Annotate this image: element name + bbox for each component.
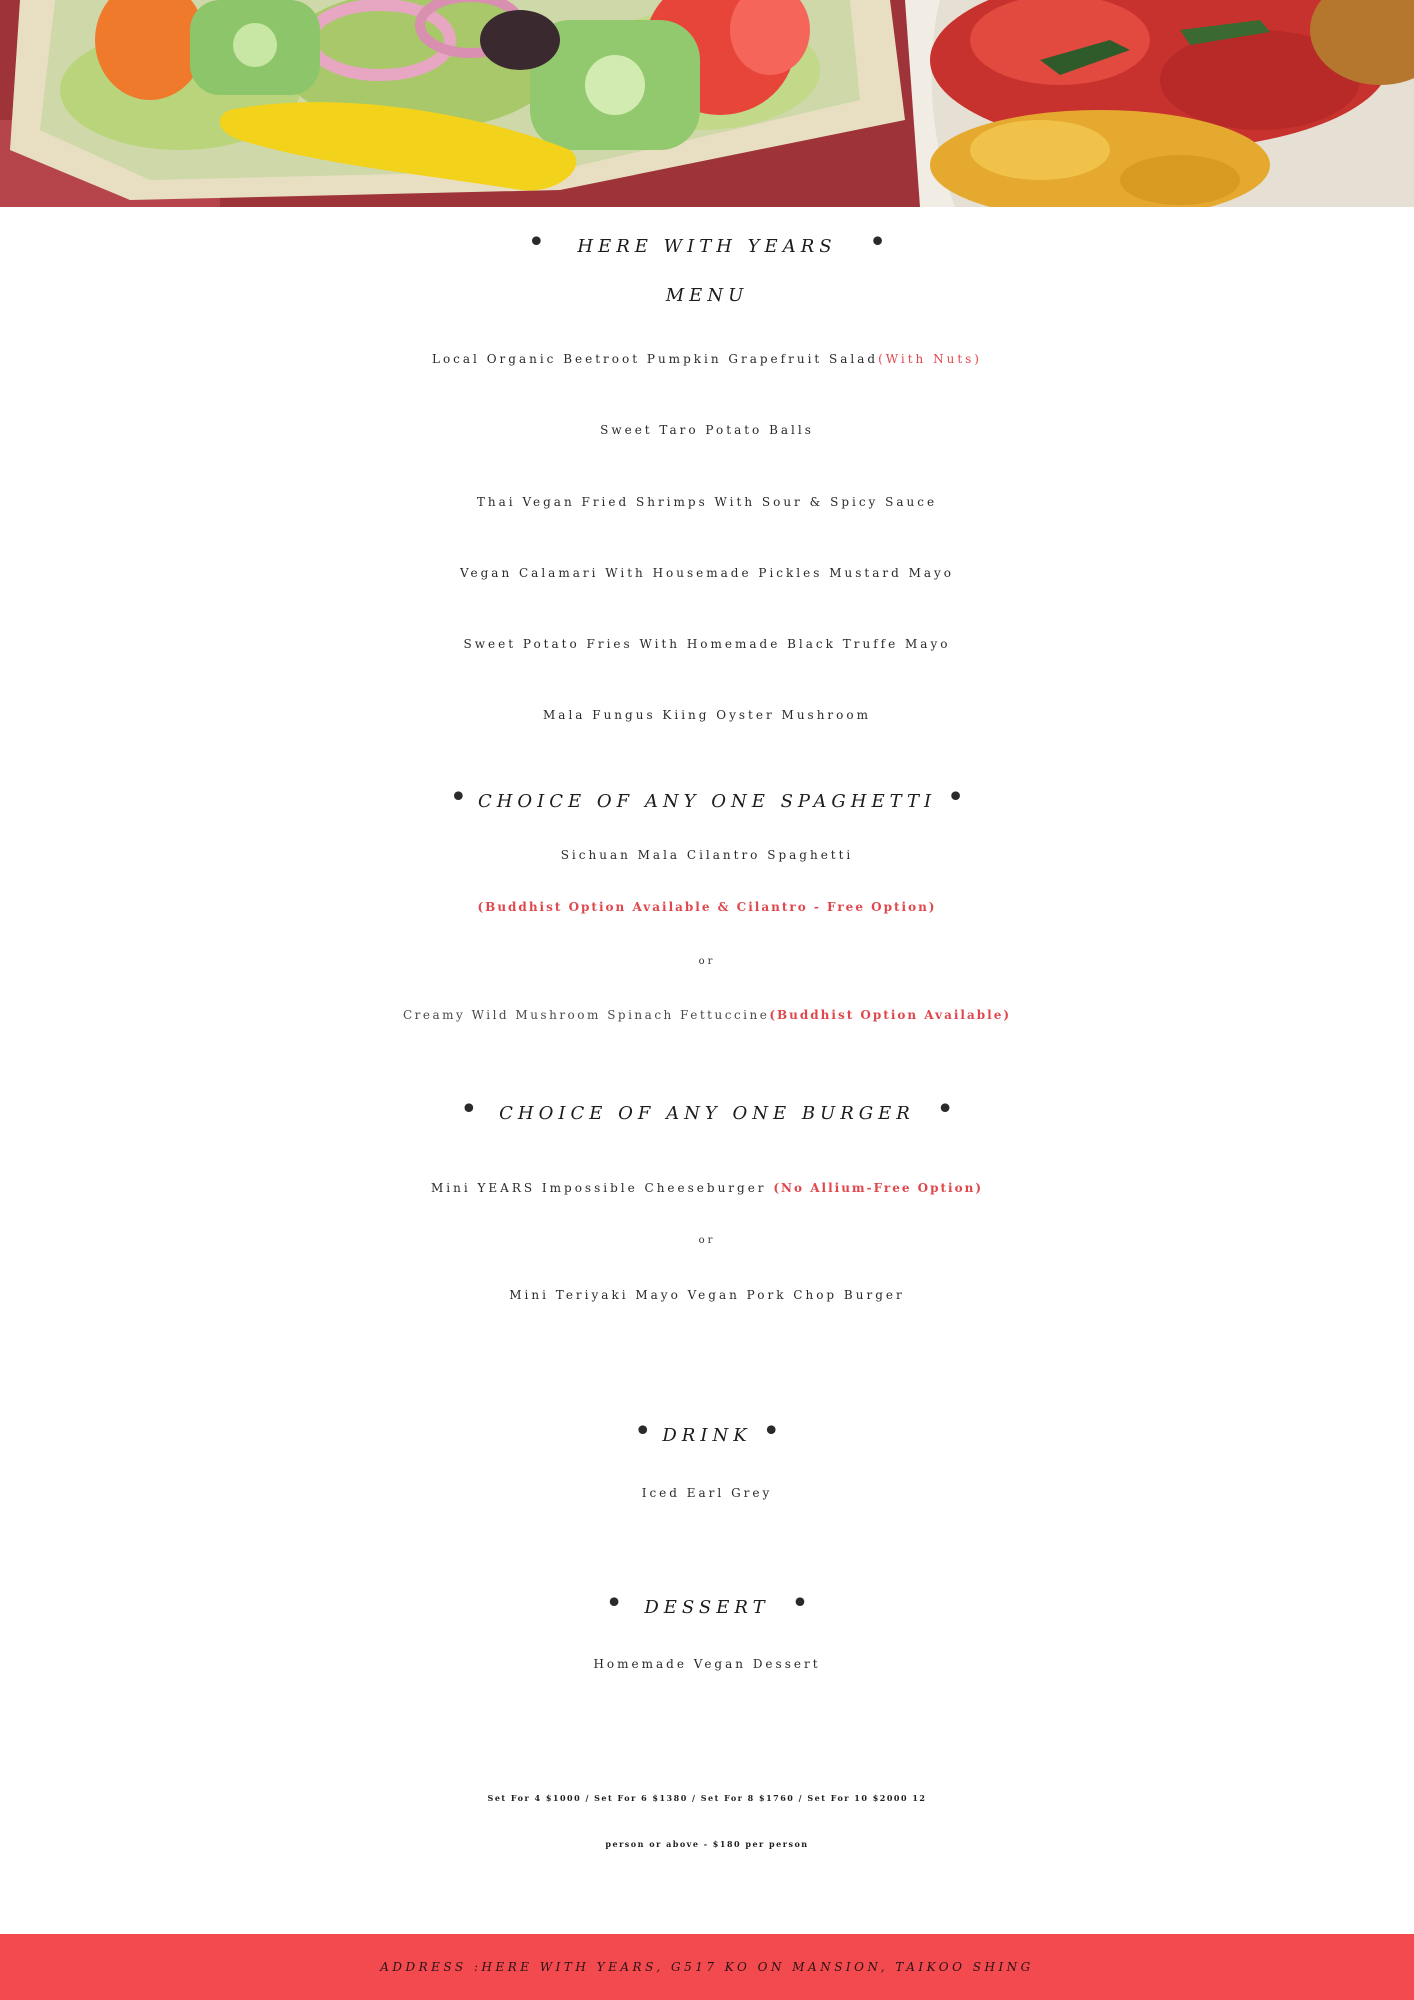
or-separator: or	[698, 956, 716, 967]
section-heading-text: CHOICE OF ANY ONE SPAGHETTI	[477, 791, 937, 812]
spaghetti-option-1: Sichuan Mala Cilantro Spaghetti	[560, 848, 854, 862]
burger-option-1	[0, 1181, 1414, 1195]
address-text: ADDRESS :HERE WITH YEARS, G517 KO ON MANSION, TAIKOO SHING	[380, 1960, 1034, 1974]
menu-item: Mala Fungus Kiing Oyster Mushroom	[543, 708, 871, 722]
spaghetti-option-2	[0, 1008, 1414, 1022]
menu-item	[0, 352, 1414, 366]
restaurant-name: HERE WITH YEARS	[577, 236, 837, 257]
bullet: •	[762, 1414, 781, 1449]
bullet: •	[633, 1414, 652, 1449]
section-heading-text: DESSERT	[644, 1597, 770, 1618]
burger-option-1-name: Mini YEARS Impossible Cheeseburger	[430, 1181, 774, 1195]
menu-title: MENU	[665, 285, 749, 306]
allergen-note: (With Nuts)	[878, 352, 982, 366]
section-heading-drink	[0, 1414, 1414, 1449]
bullet: •	[791, 1586, 809, 1621]
food-photo	[0, 0, 1414, 207]
bullet: •	[460, 1092, 478, 1127]
restaurant-title	[0, 225, 1414, 260]
pricing-line-2: person or above - $180 per person	[605, 1839, 809, 1849]
bullet: •	[449, 780, 468, 815]
address-bar	[0, 1934, 1414, 2000]
section-heading-burger	[0, 1092, 1414, 1127]
spaghetti-option-2-name: Creamy Wild Mushroom Spinach Fettuccine	[402, 1008, 770, 1022]
section-heading-spaghetti	[0, 780, 1414, 815]
menu-item: Vegan Calamari With Housemade Pickles Mustard Mayo	[459, 566, 955, 580]
menu-item: Sweet Taro Potato Balls	[600, 423, 814, 437]
section-heading-text: CHOICE OF ANY ONE BURGER	[499, 1103, 915, 1124]
or-separator: or	[698, 1235, 716, 1246]
bullet: •	[868, 225, 887, 260]
spaghetti-option-1-note: (Buddhist Option Available & Cilantro - Free Option)	[477, 900, 937, 914]
bullet: •	[946, 780, 965, 815]
bullet: •	[527, 225, 546, 260]
pricing-line-1: Set For 4 $1000 / Set For 6 $1380 / Set For 8 $1760 / Set For 10 $2000 12	[487, 1793, 927, 1803]
bullet: •	[936, 1092, 954, 1127]
burger-option-1-note: (No Allium-Free Option)	[773, 1181, 984, 1195]
spaghetti-option-2-note: (Buddhist Option Available)	[769, 1008, 1012, 1022]
section-heading-text: DRINK	[662, 1425, 752, 1446]
menu-item: Sweet Potato Fries With Homemade Black Truffe Mayo	[463, 637, 951, 651]
drink-item: Iced Earl Grey	[641, 1486, 773, 1500]
burger-option-2: Mini Teriyaki Mayo Vegan Pork Chop Burger	[509, 1288, 905, 1302]
dessert-item: Homemade Vegan Dessert	[593, 1657, 821, 1671]
section-heading-dessert	[0, 1586, 1414, 1621]
food-photo-illustration	[0, 0, 1414, 207]
menu-item-name: Local Organic Beetroot Pumpkin Grapefruit Salad	[431, 352, 879, 366]
bullet: •	[605, 1586, 623, 1621]
menu-item: Thai Vegan Fried Shrimps With Sour & Spicy Sauce	[476, 495, 938, 509]
